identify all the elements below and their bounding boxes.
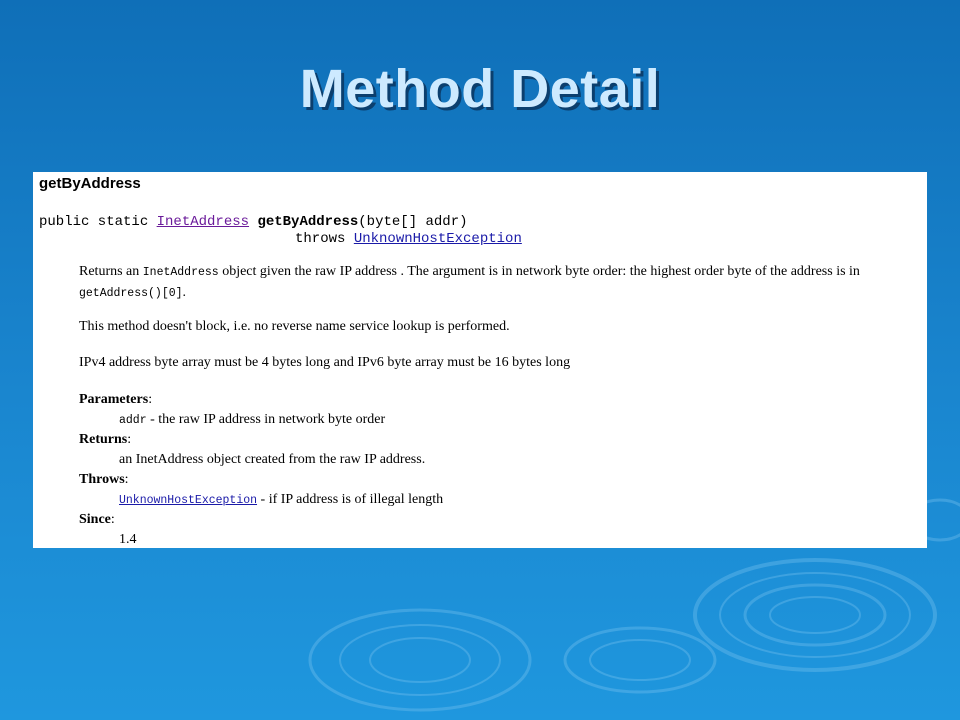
signature-method-name: getByAddress xyxy=(257,214,359,230)
method-heading: getByAddress xyxy=(39,175,141,192)
returns-label: Returns: xyxy=(79,432,132,447)
signature-throws xyxy=(295,231,522,247)
since-value: 1.4 xyxy=(119,532,137,547)
signature-params: (byte[] addr) xyxy=(358,214,468,230)
desc1-line2-post: . xyxy=(182,285,187,300)
signature-throws-keyword: throws xyxy=(295,231,354,247)
throws-exception-link[interactable]: UnknownHostException xyxy=(119,494,258,507)
param-name: addr xyxy=(119,414,147,427)
slide-title: Method Detail xyxy=(299,59,661,119)
returns-desc: an InetAddress object created from the raw IP address. xyxy=(119,452,426,467)
javadoc-panel xyxy=(33,172,927,548)
unknownhostexception-link[interactable]: UnknownHostException xyxy=(353,231,522,247)
desc1-code: InetAddress xyxy=(142,266,219,279)
throws-desc: - if IP address is of illegal length xyxy=(257,492,444,507)
inetaddress-link[interactable]: InetAddress xyxy=(156,214,250,230)
desc1-line2-code: getAddress()[0] xyxy=(79,287,183,300)
desc1-pre: Returns an xyxy=(79,264,143,279)
description-byte-length: IPv4 address byte array must be 4 bytes long and IPv6 byte array must be 16 bytes long xyxy=(79,355,571,370)
since-label: Since: xyxy=(79,512,115,527)
description-nonblocking: This method doesn't block, i.e. no reverse name service lookup is performed. xyxy=(79,319,510,334)
signature-modifiers: public static xyxy=(39,214,157,230)
desc1-post: object given the raw IP address . The argument is in network byte order: the highest order byte of the address is in xyxy=(218,264,860,279)
param-desc: - the raw IP address in network byte order xyxy=(146,412,386,427)
description-line-1 xyxy=(79,264,860,281)
throws-label: Throws: xyxy=(79,472,129,487)
parameter-addr xyxy=(119,412,385,429)
parameters-label: Parameters: xyxy=(79,392,153,407)
method-signature xyxy=(39,214,468,230)
throws-entry xyxy=(119,492,443,509)
description-line-2 xyxy=(79,285,186,302)
